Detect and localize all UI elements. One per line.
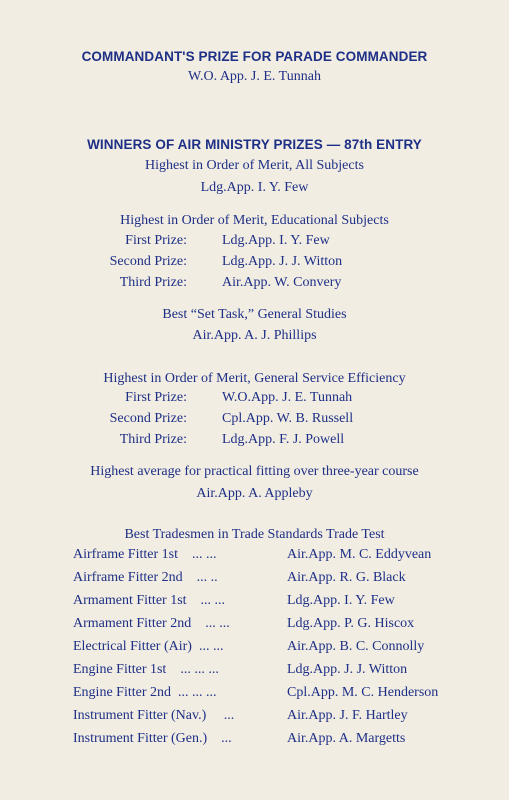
prize-label: Third Prize: [119,275,187,290]
practical-fitting-title: Highest average for practical fitting over three-year course [90,464,419,479]
trade-winner: Ldg.App. J. J. Witton [287,662,408,677]
commandant-prize-winner: W.O. App. J. E. Tunnah [188,69,321,84]
air-ministry-heading: WINNERS OF AIR MINISTRY PRIZES — 87th ENTRY [87,137,422,152]
educational-title: Highest in Order of Merit, Educational Subjects [120,213,389,228]
set-task-winner: Air.App. A. J. Phillips [192,328,317,343]
prize-winner: Ldg.App. F. J. Powell [222,432,345,447]
trade-name: Instrument Fitter (Nav.) ... [73,708,235,723]
prize-winner: Air.App. W. Convery [222,275,342,290]
prize-winner: W.O.App. J. E. Tunnah [222,390,353,405]
all-subjects-winner: Ldg.App. I. Y. Few [200,180,309,195]
prize-winner: Ldg.App. J. J. Witton [222,254,343,269]
trade-winner: Cpl.App. M. C. Henderson [287,685,439,700]
trade-name: Airframe Fitter 2nd ... .. [73,570,218,585]
commandant-prize-heading: COMMANDANT'S PRIZE FOR PARADE COMMANDER [81,49,428,64]
prize-winner: Ldg.App. I. Y. Few [222,233,330,248]
prize-label: First Prize: [125,233,187,248]
prize-label: Third Prize: [119,432,187,447]
trade-winner: Air.App. R. G. Black [287,570,406,585]
trade-winner: Air.App. B. C. Connolly [287,639,425,654]
trade-name: Instrument Fitter (Gen.) ... [73,731,232,746]
trade-test-title: Best Tradesmen in Trade Standards Trade Test [124,527,385,542]
trade-name: Armament Fitter 1st ... ... [73,593,226,608]
trade-winner: Ldg.App. I. Y. Few [287,593,395,608]
trade-winner: Air.App. A. Margetts [287,731,406,746]
trade-winner: Ldg.App. P. G. Hiscox [287,616,415,631]
service-efficiency-title: Highest in Order of Merit, General Service Efficiency [103,371,406,386]
trade-winner: Air.App. M. C. Eddyvean [287,547,432,562]
trade-name: Airframe Fitter 1st ... ... [73,547,217,562]
prize-winner: Cpl.App. W. B. Russell [222,411,354,426]
trade-winner: Air.App. J. F. Hartley [287,708,408,723]
trade-name: Engine Fitter 1st ... ... ... [73,662,219,677]
practical-fitting-winner: Air.App. A. Appleby [196,486,313,501]
all-subjects-title: Highest in Order of Merit, All Subjects [145,158,364,173]
trade-name: Electrical Fitter (Air) ... ... [73,639,224,654]
trade-name: Engine Fitter 2nd ... ... ... [73,685,217,700]
prize-label: Second Prize: [109,411,187,426]
prize-label: Second Prize: [109,254,187,269]
trade-name: Armament Fitter 2nd ... ... [73,616,230,631]
set-task-title: Best “Set Task,” General Studies [162,307,347,322]
prize-label: First Prize: [125,390,187,405]
